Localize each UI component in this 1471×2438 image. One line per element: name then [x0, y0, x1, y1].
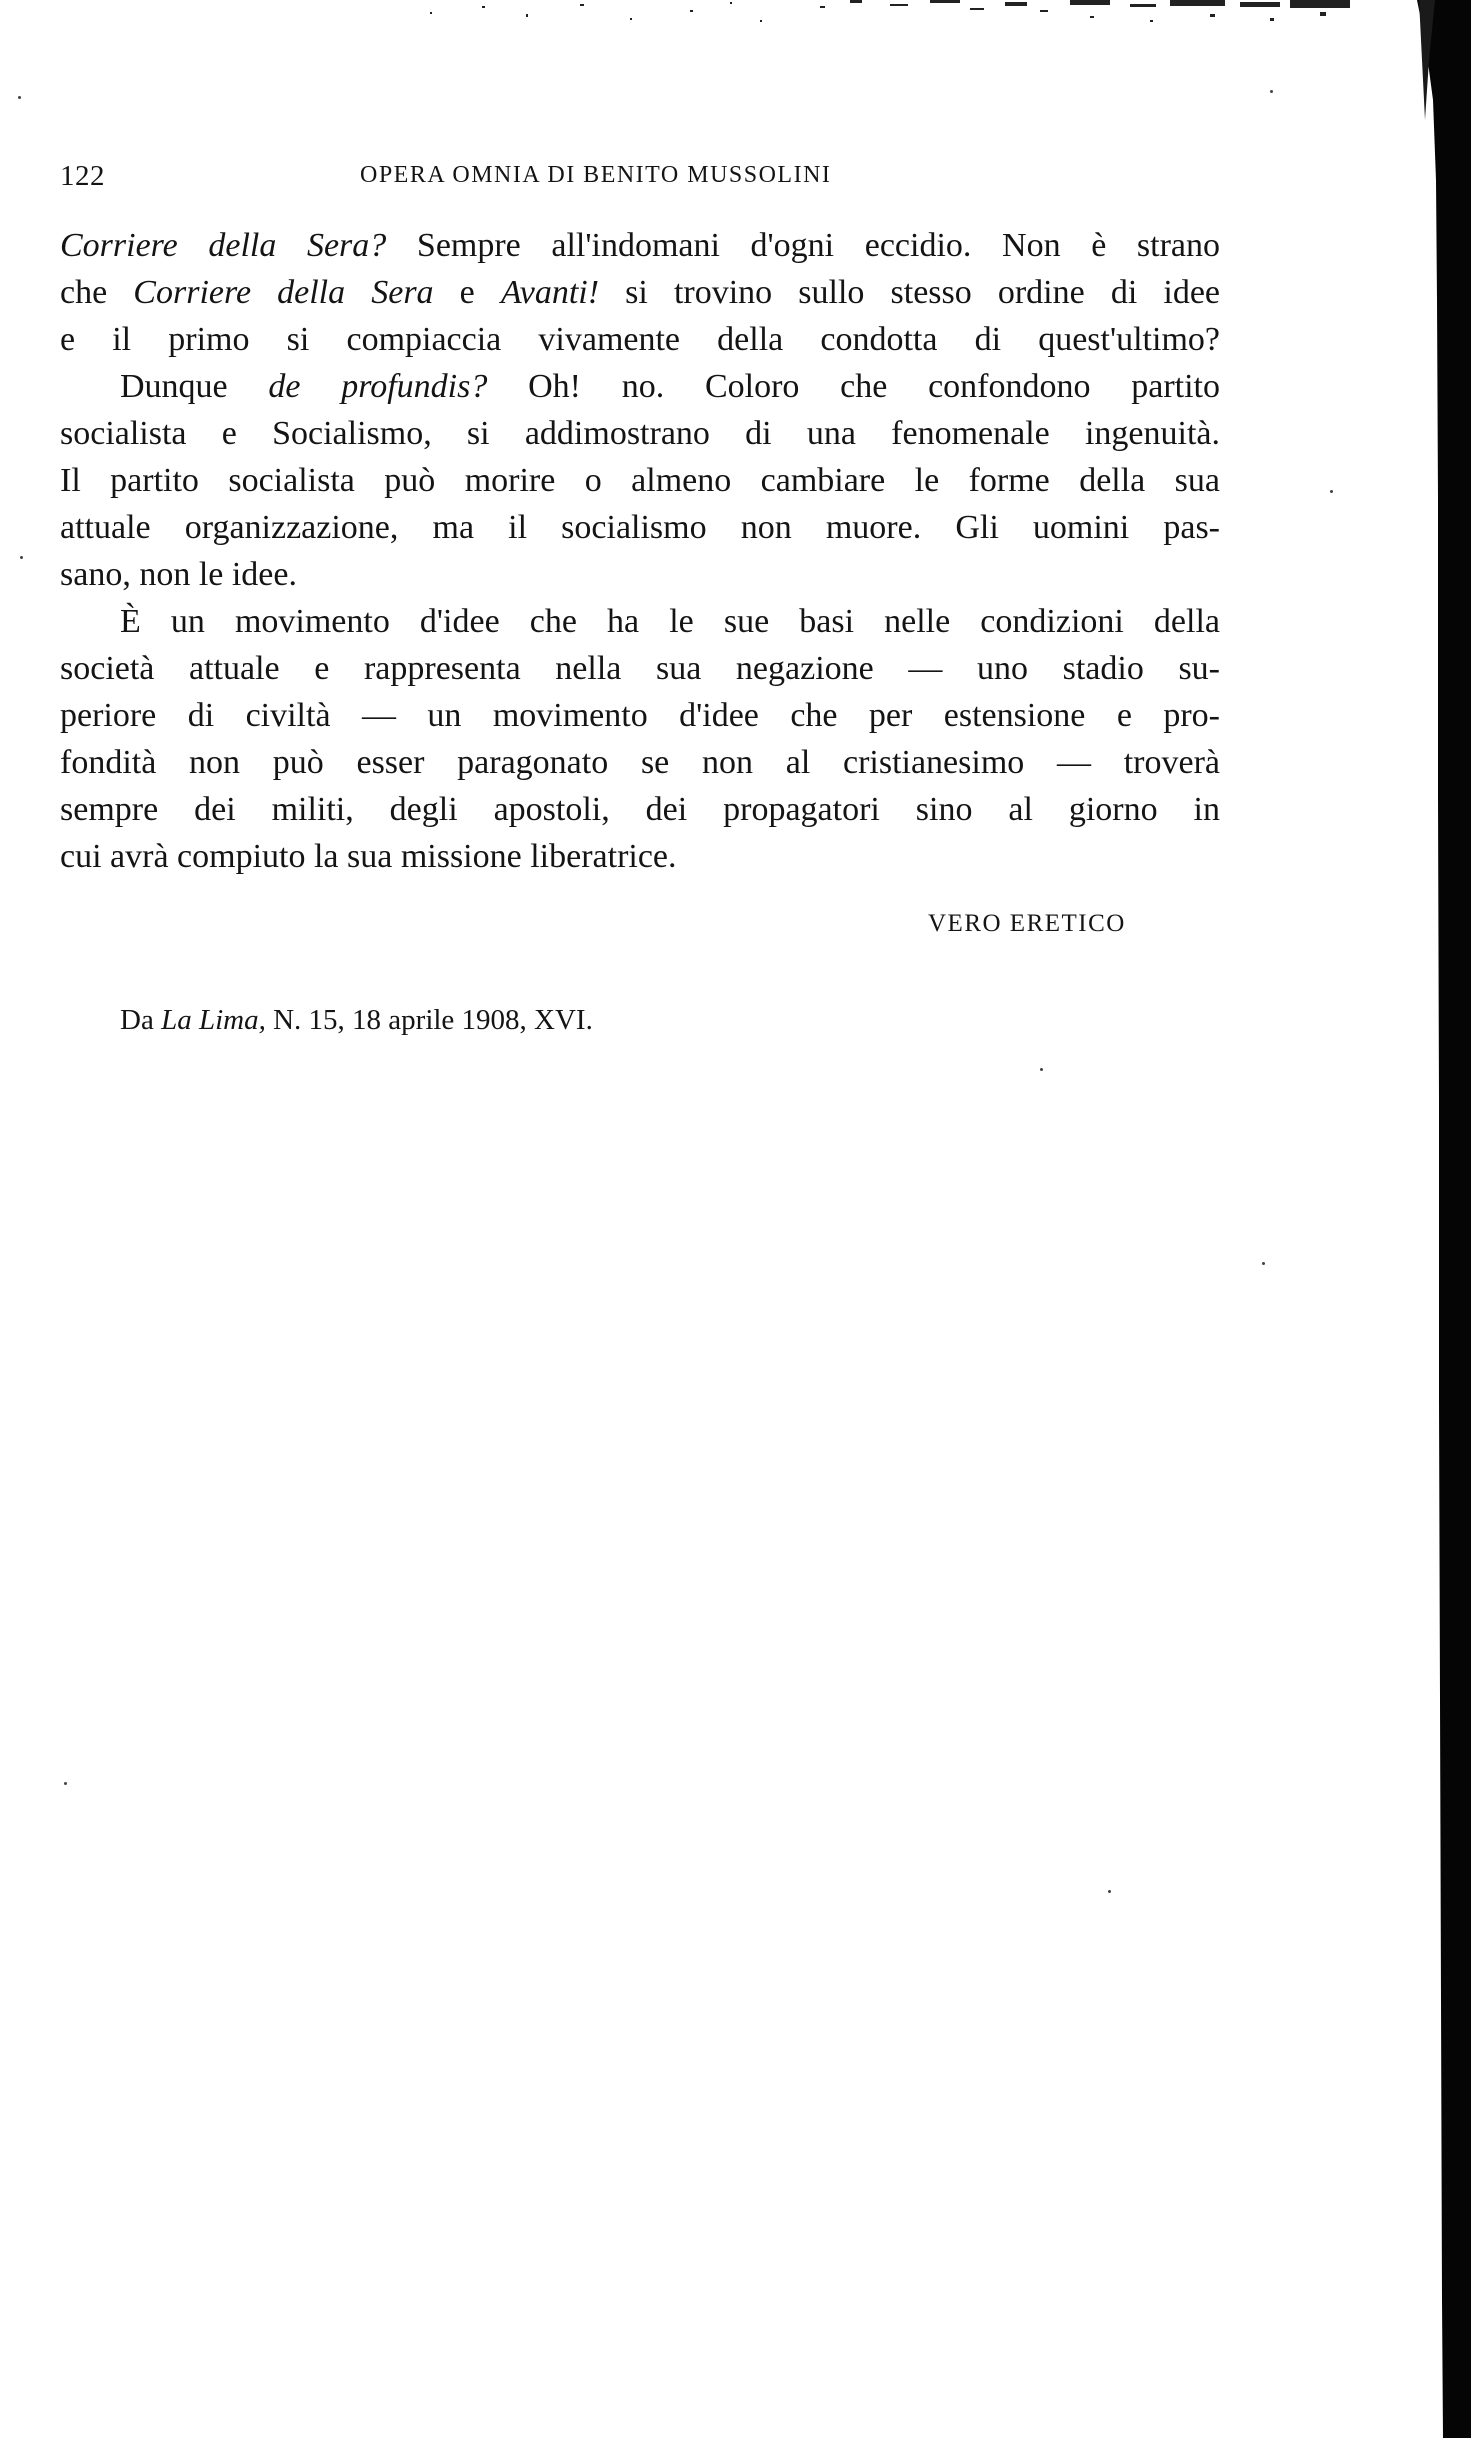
text-line [60, 786, 1220, 833]
text-line [60, 316, 1220, 363]
text-span: È un movimento d'idee che ha le sue basi nelle condizioni della [120, 603, 1220, 640]
scan-speck [1330, 490, 1333, 493]
text-line [60, 269, 1220, 316]
text-span: Il partito socialista può morire o almeno cambiare le forme della sua [60, 462, 1220, 499]
text-span: sano, non le idee. [60, 556, 297, 593]
source-citation [120, 1004, 593, 1037]
text-line [60, 739, 1220, 786]
source-publication: La Lima, [161, 1004, 266, 1036]
italic-publication-name: Corriere della Sera? [60, 227, 387, 264]
scan-speck [20, 556, 23, 559]
running-title: OPERA OMNIA DI BENITO MUSSOLINI [360, 162, 832, 188]
text-span: attuale organizzazione, ma il socialismo non muore. Gli uomini pas- [60, 509, 1220, 546]
running-head [60, 160, 1210, 200]
text-span: e [433, 274, 501, 311]
scan-speck [64, 1782, 67, 1785]
text-line [60, 363, 1220, 410]
text-span: si trovino sullo stesso ordine di idee [599, 274, 1221, 311]
article-body [60, 222, 1220, 880]
author-signature: VERO ERETICO [928, 910, 1126, 937]
text-span: società attuale e rappresenta nella sua negazione — uno stadio su- [60, 650, 1220, 687]
text-span: Dunque [120, 368, 269, 405]
text-span: periore di civiltà — un movimento d'idee che per estensione e pro- [60, 697, 1220, 734]
page-number: 122 [60, 160, 105, 192]
source-details: N. 15, 18 aprile 1908, XVI. [265, 1004, 593, 1036]
text-line [60, 457, 1220, 504]
text-line [60, 833, 1220, 880]
source-prefix: Da [120, 1004, 162, 1036]
text-span: socialista e Socialismo, si addimostrano di una fenomenale ingenuità. [60, 415, 1220, 452]
text-line [60, 692, 1220, 739]
italic-publication-name: Corriere della Sera [133, 274, 434, 311]
text-span: e il primo si compiaccia vivamente della condotta di quest'ultimo? [60, 321, 1220, 358]
text-span: sempre dei militi, degli apostoli, dei propagatori sino al giorno in [60, 791, 1220, 828]
text-line [60, 222, 1220, 269]
scan-speck [18, 96, 21, 99]
italic-publication-name: Avanti! [500, 274, 600, 311]
text-span: Oh! no. Coloro che confondono partito [487, 368, 1221, 405]
text-span: cui avrà compiuto la sua missione liberatrice. [60, 838, 677, 875]
text-span: che [60, 274, 134, 311]
scan-speck [1040, 1068, 1043, 1071]
text-line [60, 645, 1220, 692]
text-line [60, 551, 1220, 598]
scan-speck [1262, 1262, 1265, 1265]
text-line [60, 598, 1220, 645]
text-span: fondità non può esser paragonato se non al cristianesimo — troverà [60, 744, 1220, 781]
italic-latin-phrase: de profundis? [268, 368, 488, 405]
text-line [60, 410, 1220, 457]
scan-noise-top [430, 0, 1360, 50]
text-span: Sempre all'indomani d'ogni eccidio. Non è strano [386, 227, 1221, 264]
scan-speck [1270, 90, 1273, 93]
text-line [60, 504, 1220, 551]
scan-speck [1108, 1890, 1111, 1893]
binding-edge [1395, 0, 1471, 2438]
